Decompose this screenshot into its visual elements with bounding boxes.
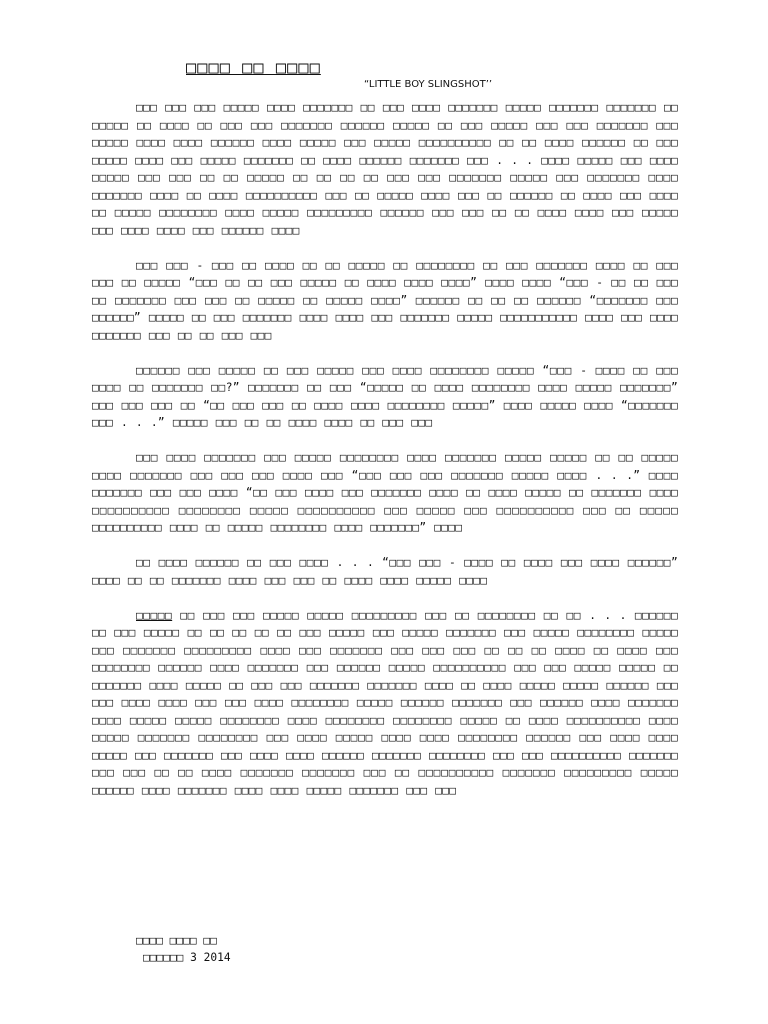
signature-block xyxy=(136,932,231,966)
paragraph-1: □□□ □□□ □□□ □□□□□ □□□□ □□□□□□□ □□ □□□ □□□□ □□□□□□□ □□□□□ □□□□□□□ □□□□□□□ □□ □□□□□ □□ □□□□ □□ □□□ □□□ □□□□□□□ □□□□□□ □□□□□ □□ □□□ □□□□□ □□□ □□□ □□□□□□□ □□□ □□□□□ □□□□ □□□□ □□□□□□ □□□□ □□□□□ □□□ □□□□□ □□□□□□□□□□ □□ □□ □□□□ □□□□□□ □□ □□□ □□□□□ □□□□ □□□ □□□□□ □□□□□□□ □□ □□□□ □□□□□□ □□□□□□□ □□□ . . . □□□□ □□□□□ □□□ □□□□ □□□□□ □□□ □□□ □□ □□ □□□□□ □□ □□ □□ □□ □□□ □□□ □□□□□□□ □□□□□ □□□ □□□□□□□ □□□□ □□□□□□□ □□□□ □□ □□□□ □□□□□□□□□□ □□□ □□ □□□□□ □□□□ □□□ □□ □□□□□□ □□ □□□□ □□□ □□□□ □□ □□□□□ □□□□□□□□ □□□□ □□□□□ □□□□□□□□□ □□□□□□ □□□ □□□ □□ □□ □□□□ □□□□ □□□ □□□□□ □□□ □□□□ □□□□ □□□ □□□□□□ □□□□ xyxy=(92,101,678,237)
paragraph-6-text: □□ □□□ □□□ □□□□□ □□□□□ □□□□□□□□□ □□□ □□ □□□□□□□□ □□ □□ . . . □□□□□□ □□ □□□ □□□□□ □□ □□ □□ □□ □□ □□□ □□□□□ □□□ □□□□□ □□□□□□□ □□□ □□□□□ □□□□□□□□ □□□□□ □□□ □□□□□□□ □□□□□□□□□ □□□□ □□□ □□□□□□□ □□□ □□□ □□□ □□ □□ □□ □□□□ □□ □□□□ □□□ □□□□□□□□ □□□□□□ □□□□ □□□□□□□ □□□ □□□□□□ □□□□□ □□□□□□□□□□ □□□ □□□ □□□□□ □□□□□ □□ □□□□□□□ □□□□ □□□□□ □□ □□□ □□□ □□□□□□□ □□□□□□□ □□□□ □□ □□□□ □□□□□ □□□□□ □□□□□□ □□□ □□□ □□□□ □□□□ □□□ □□□ □□□□ □□□□□□□□ □□□□□ □□□□□□ □□□□□□□ □□□ □□□□□□ □□□□ □□□□□□□ □□□□ □□□□□ □□□□□ □□□□□□□□ □□□□ □□□□□□□□ □□□□□□□□ □□□□□ □□ □□□□ □□□□□□□□□□ □□□□ □□□□□ □□□□□□□ □□□□□□□□ □□□ □□□□ □□□□□ □□□□ □□□□ □□□□□□□□ □□□□□□ □□□ □□□□ □□□□ □□□□□ □□□ □□□□□□□ □□□ □□□□ □□□□ □□□□□□ □□□□□□□ □□□□□□□□ □□□ □□□ □□□□□□□□□□ □□□□□□□ □□□ □□□ □□ □□ □□□□ □□□□□□□ □□□□□□□ □□□ □□ □□□□□□□□□□ □□□□□□□ □□□□□□□□□ □□□□□ □□□□□□ □□□□ □□□□□□□ □□□□ □□□□ □□□□□ □□□□□□□ □□□ □□□ xyxy=(92,608,678,797)
document-body xyxy=(92,99,678,817)
signature-line: □□□□ □□□□ □□ xyxy=(136,934,217,947)
document-subtitle: “LITTLE BOY SLINGSHOT’’ xyxy=(364,79,493,90)
paragraph-6-lead: □□□□□ xyxy=(136,608,173,622)
paragraph-3: □□□□□□ □□□ □□□□□ □□ □□□ □□□□□ □□□ □□□□ □□□□□□□□ □□□□□ “□□□ - □□□□ □□ □□□ □□□□ □□ □□□□□□□ □□?” □□□□□□□ □□ □□□ “□□□□□ □□ □□□□ □□□□□□□□ □□□□ □□□□□ □□□□□□□” □□□ □□□ □□□ □□ “□□ □□□ □□□ □□ □□□□ □□□□ □□□□□□□□ □□□□□” □□□□ □□□□□ □□□□ “□□□□□□□ □□□ . . .” □□□□□ □□□ □□ □□ □□□□ □□□□ □□ □□□ □□□ xyxy=(92,363,678,429)
paragraph-2: □□□ □□□ - □□□ □□ □□□□ □□ □□ □□□□□ □□ □□□□□□□□ □□ □□□ □□□□□□□ □□□□ □□ □□□ □□□ □□ □□□□□ “□□□ □□ □□ □□□ □□□□□ □□ □□□□ □□□□ □□□□” □□□□ □□□□ “□□□ - □□ □□ □□□ □□ □□□□□□□ □□□ □□□ □□ □□□□□ □□ □□□□□ □□□□” □□□□□□ □□ □□ □□ □□□□□□ “□□□□□□□ □□□ □□□□□□” □□□□□ □□ □□□ □□□□□□□ □□□□ □□□□ □□□ □□□□□□□ □□□□□ □□□□□□□□□□□ □□□□ □□□ □□□□ □□□□□□□ □□□ □□ □□ □□□ □□□ xyxy=(92,258,678,342)
paragraph-6 xyxy=(92,607,678,800)
document-title: □□□□ □□ □□□□ xyxy=(186,58,321,78)
date-line: □□□□□□ 3 2014 xyxy=(143,951,231,964)
paragraph-4: □□□ □□□□ □□□□□□□ □□□ □□□□□ □□□□□□□□ □□□□ □□□□□□□ □□□□□ □□□□□ □□ □□ □□□□□ □□□□ □□□□□□□ □□□ □□□ □□□ □□□□ □□□ “□□□ □□□ □□□ □□□□□□□ □□□□□ □□□□ . . .” □□□□ □□□□□□□ □□□ □□□ □□□□ “□□ □□□ □□□□ □□□ □□□□□□□ □□□□ □□ □□□□ □□□□□ □□ □□□□□□□ □□□□ □□□□□□□□□□ □□□□□□□□ □□□□□ □□□□□□□□□□ □□□ □□□□□ □□□ □□□□□□□□□□ □□□ □□ □□□□□ □□□□□□□□□□ □□□□ □□ □□□□□ □□□□□□□□ □□□□ □□□□□□□” □□□□ xyxy=(92,451,678,534)
paragraph-5: □□ □□□□ □□□□□□ □□ □□□ □□□□ . . . “□□□ □□□ - □□□□ □□ □□□□ □□□ □□□□ □□□□□□” □□□□ □□ □□ □□□□□□□ □□□□ □□□ □□□ □□ □□□□ □□□□ □□□□□ □□□□ xyxy=(92,556,678,587)
